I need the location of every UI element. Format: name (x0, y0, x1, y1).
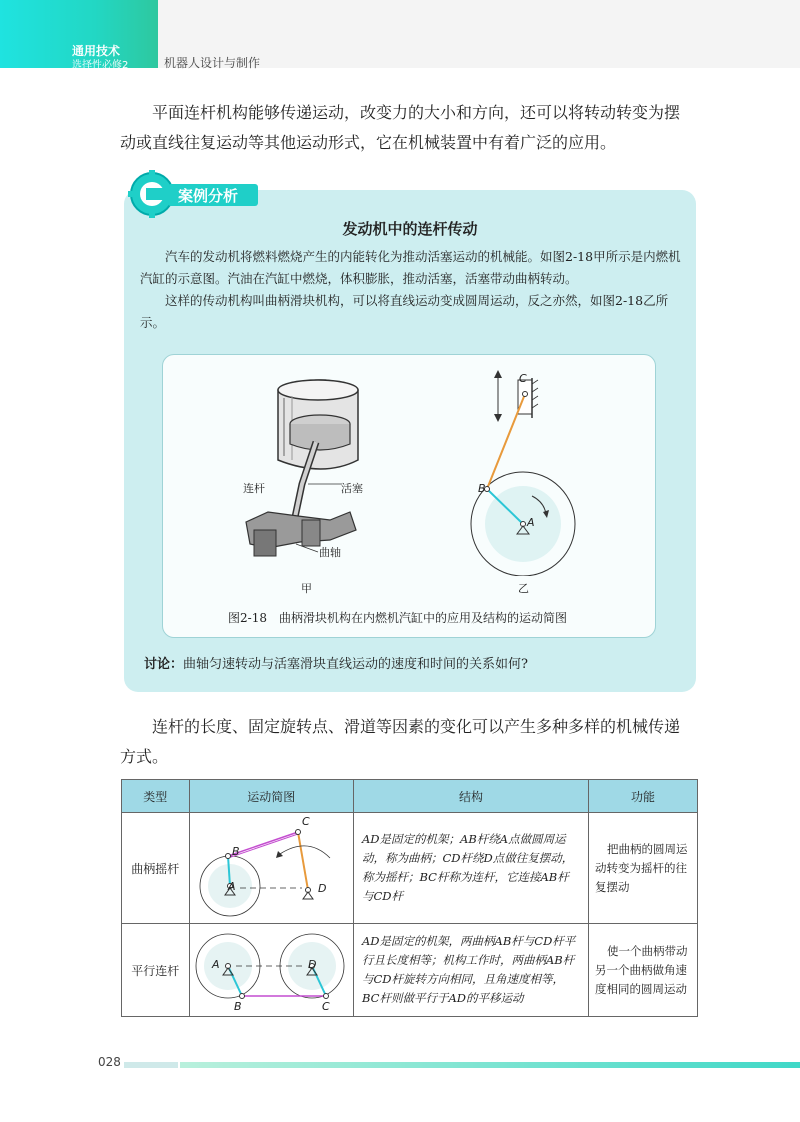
intro-paragraph: 平面连杆机构能够传递运动，改变力的大小和方向，还可以将转动转变为摆动或直线往复运动等其他运动形式，它在机械装置中有着广泛的应用。 (120, 103, 681, 152)
discussion-label: 讨论： (144, 657, 184, 672)
second-paragraph: 连杆的长度、固定旋转点、滑道等因素的变化可以产生多种多样的机械传递方式。 (120, 717, 681, 766)
linkage-types-table (121, 779, 698, 1017)
structure-text: AD是固定的机架，两曲柄AB杆与CD杆平行且长度相等；机构工作时，两曲柄AB杆与CD杆旋转方向相同，且角速度相等，BC杆则做平行于AD的平移运动 (362, 934, 576, 1005)
piston-label: 活塞 (341, 482, 363, 495)
discussion (144, 653, 528, 672)
footer-bar-left (124, 1062, 178, 1068)
header-structure: 结构 (354, 780, 589, 813)
rod-label: 连杆 (243, 482, 265, 495)
function-text: 使一个曲柄带动另一个曲柄做角速度相同的圆周运动 (595, 943, 688, 996)
row2-point-d: D (308, 958, 317, 971)
point-a-label: A (527, 516, 535, 529)
case-title: 发动机中的连杆传动 (342, 220, 478, 238)
table-header-row (122, 780, 698, 813)
row2-point-a: A (212, 958, 220, 971)
chapter-title: 机器人设计与制作 (164, 56, 261, 70)
slider-crank-diagram (458, 364, 588, 576)
engine-cylinder-illustration (238, 372, 368, 572)
header-function: 功能 (589, 780, 698, 813)
page-number: 028 (98, 1055, 121, 1069)
table-row (122, 813, 698, 924)
figure-caption: 图2-18 曲柄滑块机构在内燃机汽缸中的应用及结构的运动简图 (228, 611, 567, 625)
row1-point-a: A (228, 880, 236, 893)
function-cell (589, 813, 698, 924)
function-cell (589, 924, 698, 1017)
book-tab (0, 0, 158, 71)
structure-cell (354, 924, 589, 1017)
figure-left-label: 甲 (301, 582, 312, 595)
structure-text: AD是固定的机架；AB杆绕A点做圆周运动，称为曲柄；CD杆绕D点做往复摆动，称为摇杆；BC杆称为连杆，它连接AB杆与CD杆 (362, 832, 574, 903)
row2-point-c: C (322, 1000, 330, 1013)
crank-rocker-diagram (190, 814, 350, 922)
case-badge-label: 案例分析 (178, 187, 239, 205)
row2-point-b: B (234, 1000, 242, 1013)
diagram-cell (189, 813, 353, 924)
row1-point-c: C (302, 815, 310, 828)
table-row (122, 924, 698, 1017)
footer-bar (180, 1062, 800, 1068)
case-paragraph-1: 汽车的发动机将燃料燃烧产生的内能转化为推动活塞运动的机械能。如图2-18甲所示是内燃机汽缸的示意图。汽油在汽缸中燃烧，体积膨胀，推动活塞，活塞带动曲柄转动。 (140, 249, 681, 286)
function-text: 把曲柄的圆周运动转变为摇杆的往复摆动 (595, 841, 688, 894)
book-subtitle: 选择性必修2 (72, 60, 129, 71)
row1-point-d: D (318, 882, 327, 895)
type-cell: 曲柄摇杆 (122, 813, 190, 924)
header-diagram: 运动简图 (189, 780, 353, 813)
book-title: 通用技术 (72, 44, 121, 58)
type-cell: 平行连杆 (122, 924, 190, 1017)
discussion-text: 曲轴匀速转动与活塞滑块直线运动的速度和时间的关系如何? (183, 657, 528, 672)
figure-right-label: 乙 (518, 582, 529, 595)
point-c-label: C (519, 372, 527, 385)
structure-cell (354, 813, 589, 924)
crankshaft-label: 曲轴 (319, 546, 341, 559)
case-paragraph-2: 这样的传动机构叫曲柄滑块机构，可以将直线运动变成圆周运动，反之亦然，如图2-18乙所示。 (140, 293, 669, 330)
header-type: 类型 (122, 780, 190, 813)
point-b-label: B (478, 482, 486, 495)
row1-point-b: B (232, 845, 240, 858)
